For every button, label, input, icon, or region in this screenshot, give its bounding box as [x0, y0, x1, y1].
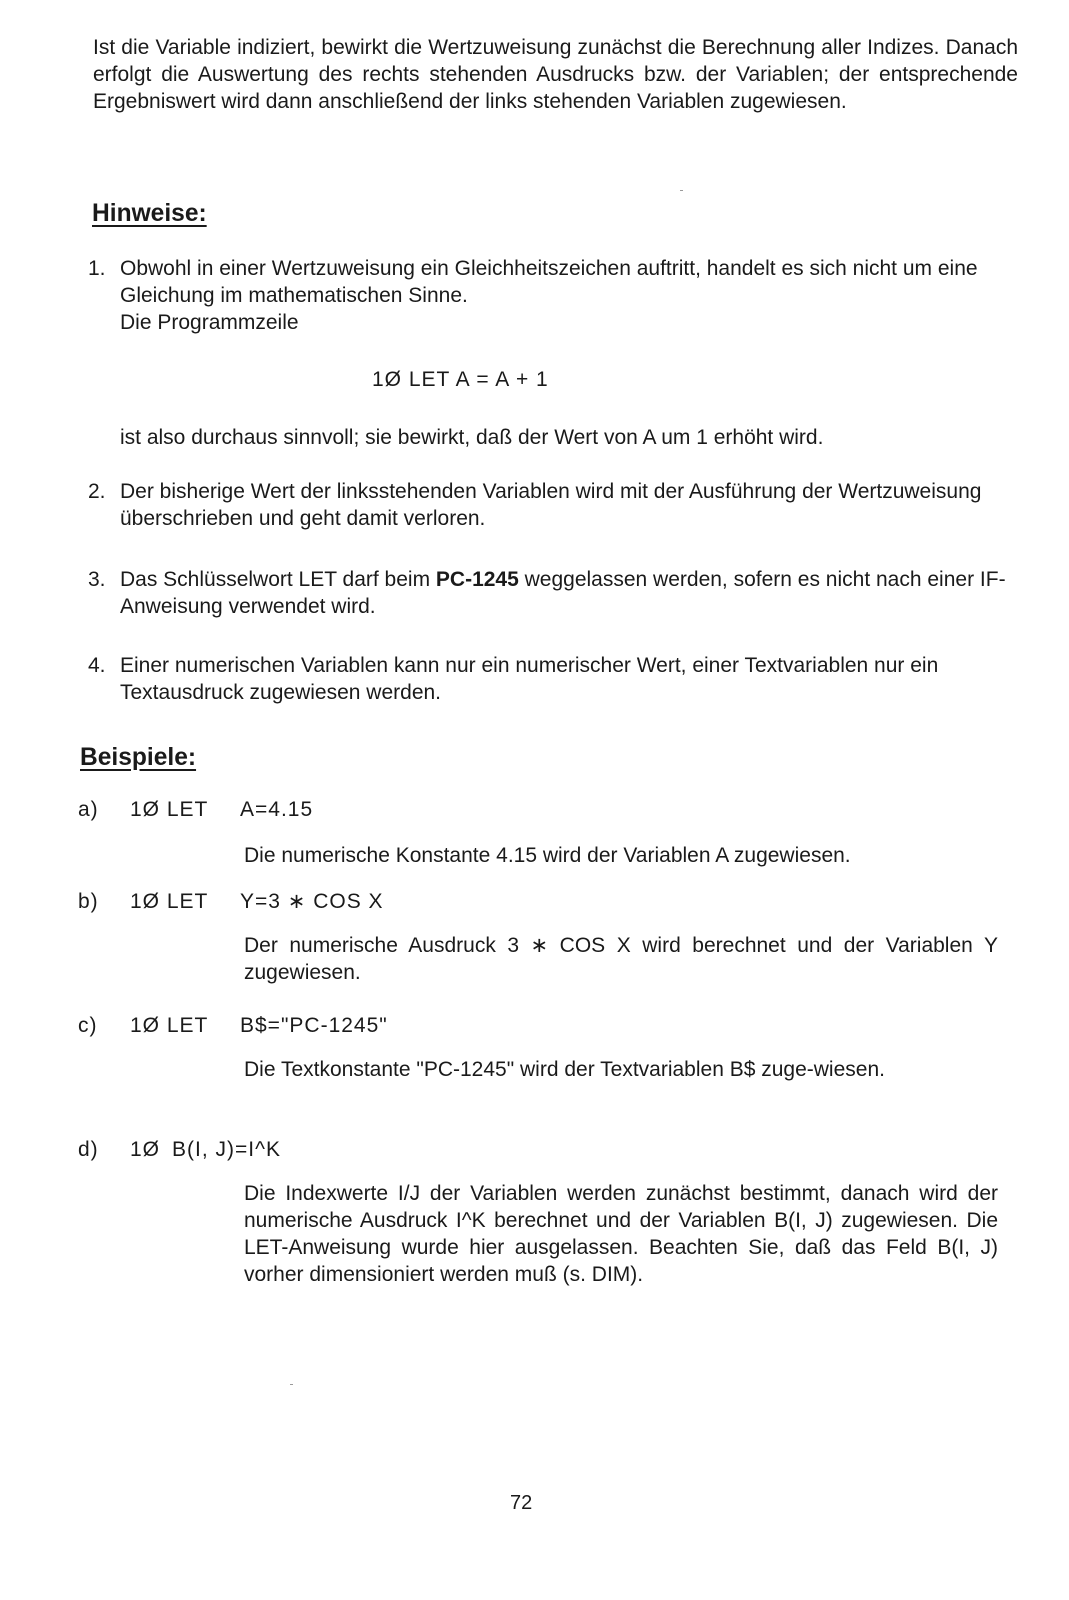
code-followup-text: ist also durchaus sinnvoll; sie bewirkt, daß der Wert von A um 1 erhöht wird.	[120, 426, 824, 449]
example-label: a)	[78, 798, 99, 821]
example-label: c)	[78, 1014, 98, 1037]
example-expression: Y=3 ∗ COS X	[240, 890, 384, 913]
examples-heading: Beispiele:	[80, 744, 197, 771]
intro-paragraph: Ist die Variable indiziert, bewirkt die Wertzuweisung zunächst die Berechnung aller Indizes. Danach erfolgt die Auswertung des rechts stehenden Ausdrucks bzw. der Variablen; der entsprechende Ergebniswert wird dann anschließend der links stehenden Variablen zugewiesen.	[93, 36, 1018, 113]
note-text: Einer numerischen Variablen kann nur ein numerischer Wert, einer Textvariablen nur ein Textausdruck zugewiesen werden.	[120, 654, 939, 704]
example-a-code	[78, 796, 313, 823]
example-command: 1Ø LET	[130, 1014, 209, 1037]
example-command: 1Ø	[130, 1138, 161, 1161]
note-number: 1.	[88, 257, 106, 280]
note-number: 4.	[88, 654, 106, 677]
example-c-code	[78, 1012, 388, 1039]
notes-heading: Hinweise:	[92, 200, 207, 227]
note-4	[88, 652, 1010, 706]
example-expression: B(I, J)=I^K	[172, 1138, 281, 1161]
example-command: 1Ø LET	[130, 798, 209, 821]
note-2	[88, 478, 1010, 532]
example-label: b)	[78, 890, 99, 913]
note-text: Obwohl in einer Wertzuweisung ein Gleichheitszeichen auftritt, handelt es sich nicht um eine Gleichung im mathematischen Sinne.	[120, 257, 978, 307]
example-label: d)	[78, 1138, 99, 1161]
example-a-description: Die numerische Konstante 4.15 wird der Variablen A zugewiesen.	[244, 844, 851, 867]
note-text-line: Die Programmzeile	[120, 311, 299, 334]
example-command: 1Ø LET	[130, 890, 209, 913]
note-number: 2.	[88, 480, 106, 503]
note-1-followup	[88, 424, 1010, 451]
example-b-description: Der numerische Ausdruck 3 ∗ COS X wird berechnet und der Variablen Y zugewiesen.	[244, 934, 998, 984]
scan-speck	[680, 190, 683, 191]
note-number: 3.	[88, 568, 106, 591]
scan-speck	[290, 1384, 293, 1385]
example-b-code	[78, 888, 384, 915]
note-text-post: weggelassen werden, sofern es nicht nach einer IF-Anweisung verwendet wird.	[120, 568, 1006, 618]
example-d-description: Die Indexwerte I/J der Variablen werden zunächst bestimmt, danach wird der numerische Ausdruck I^K berechnet und der Variablen B(I, J) zugewiesen. Die LET-Anweisung wurde hier ausgelassen. Beachten Sie, daß das Feld B(I, J) vorher dimensioniert werden muß (s. DIM).	[244, 1182, 998, 1286]
note-3	[88, 566, 1010, 620]
note-text-pre: Das Schlüsselwort LET darf beim	[120, 568, 436, 591]
note-1	[88, 255, 1010, 336]
example-d-code	[78, 1136, 281, 1163]
example-c-description: Die Textkonstante "PC-1245" wird der Textvariablen B$ zuge-wiesen.	[244, 1058, 885, 1081]
code-example: 1Ø LET A = A + 1	[372, 368, 549, 391]
note-text: Der bisherige Wert der linksstehenden Variablen wird mit der Ausführung der Wertzuweisung überschrieben und geht damit verloren.	[120, 480, 982, 530]
example-expression: A=4.15	[240, 798, 314, 821]
example-expression: B$="PC-1245"	[240, 1014, 388, 1037]
model-name: PC-1245	[435, 568, 519, 591]
page-number: 72	[510, 1492, 533, 1514]
